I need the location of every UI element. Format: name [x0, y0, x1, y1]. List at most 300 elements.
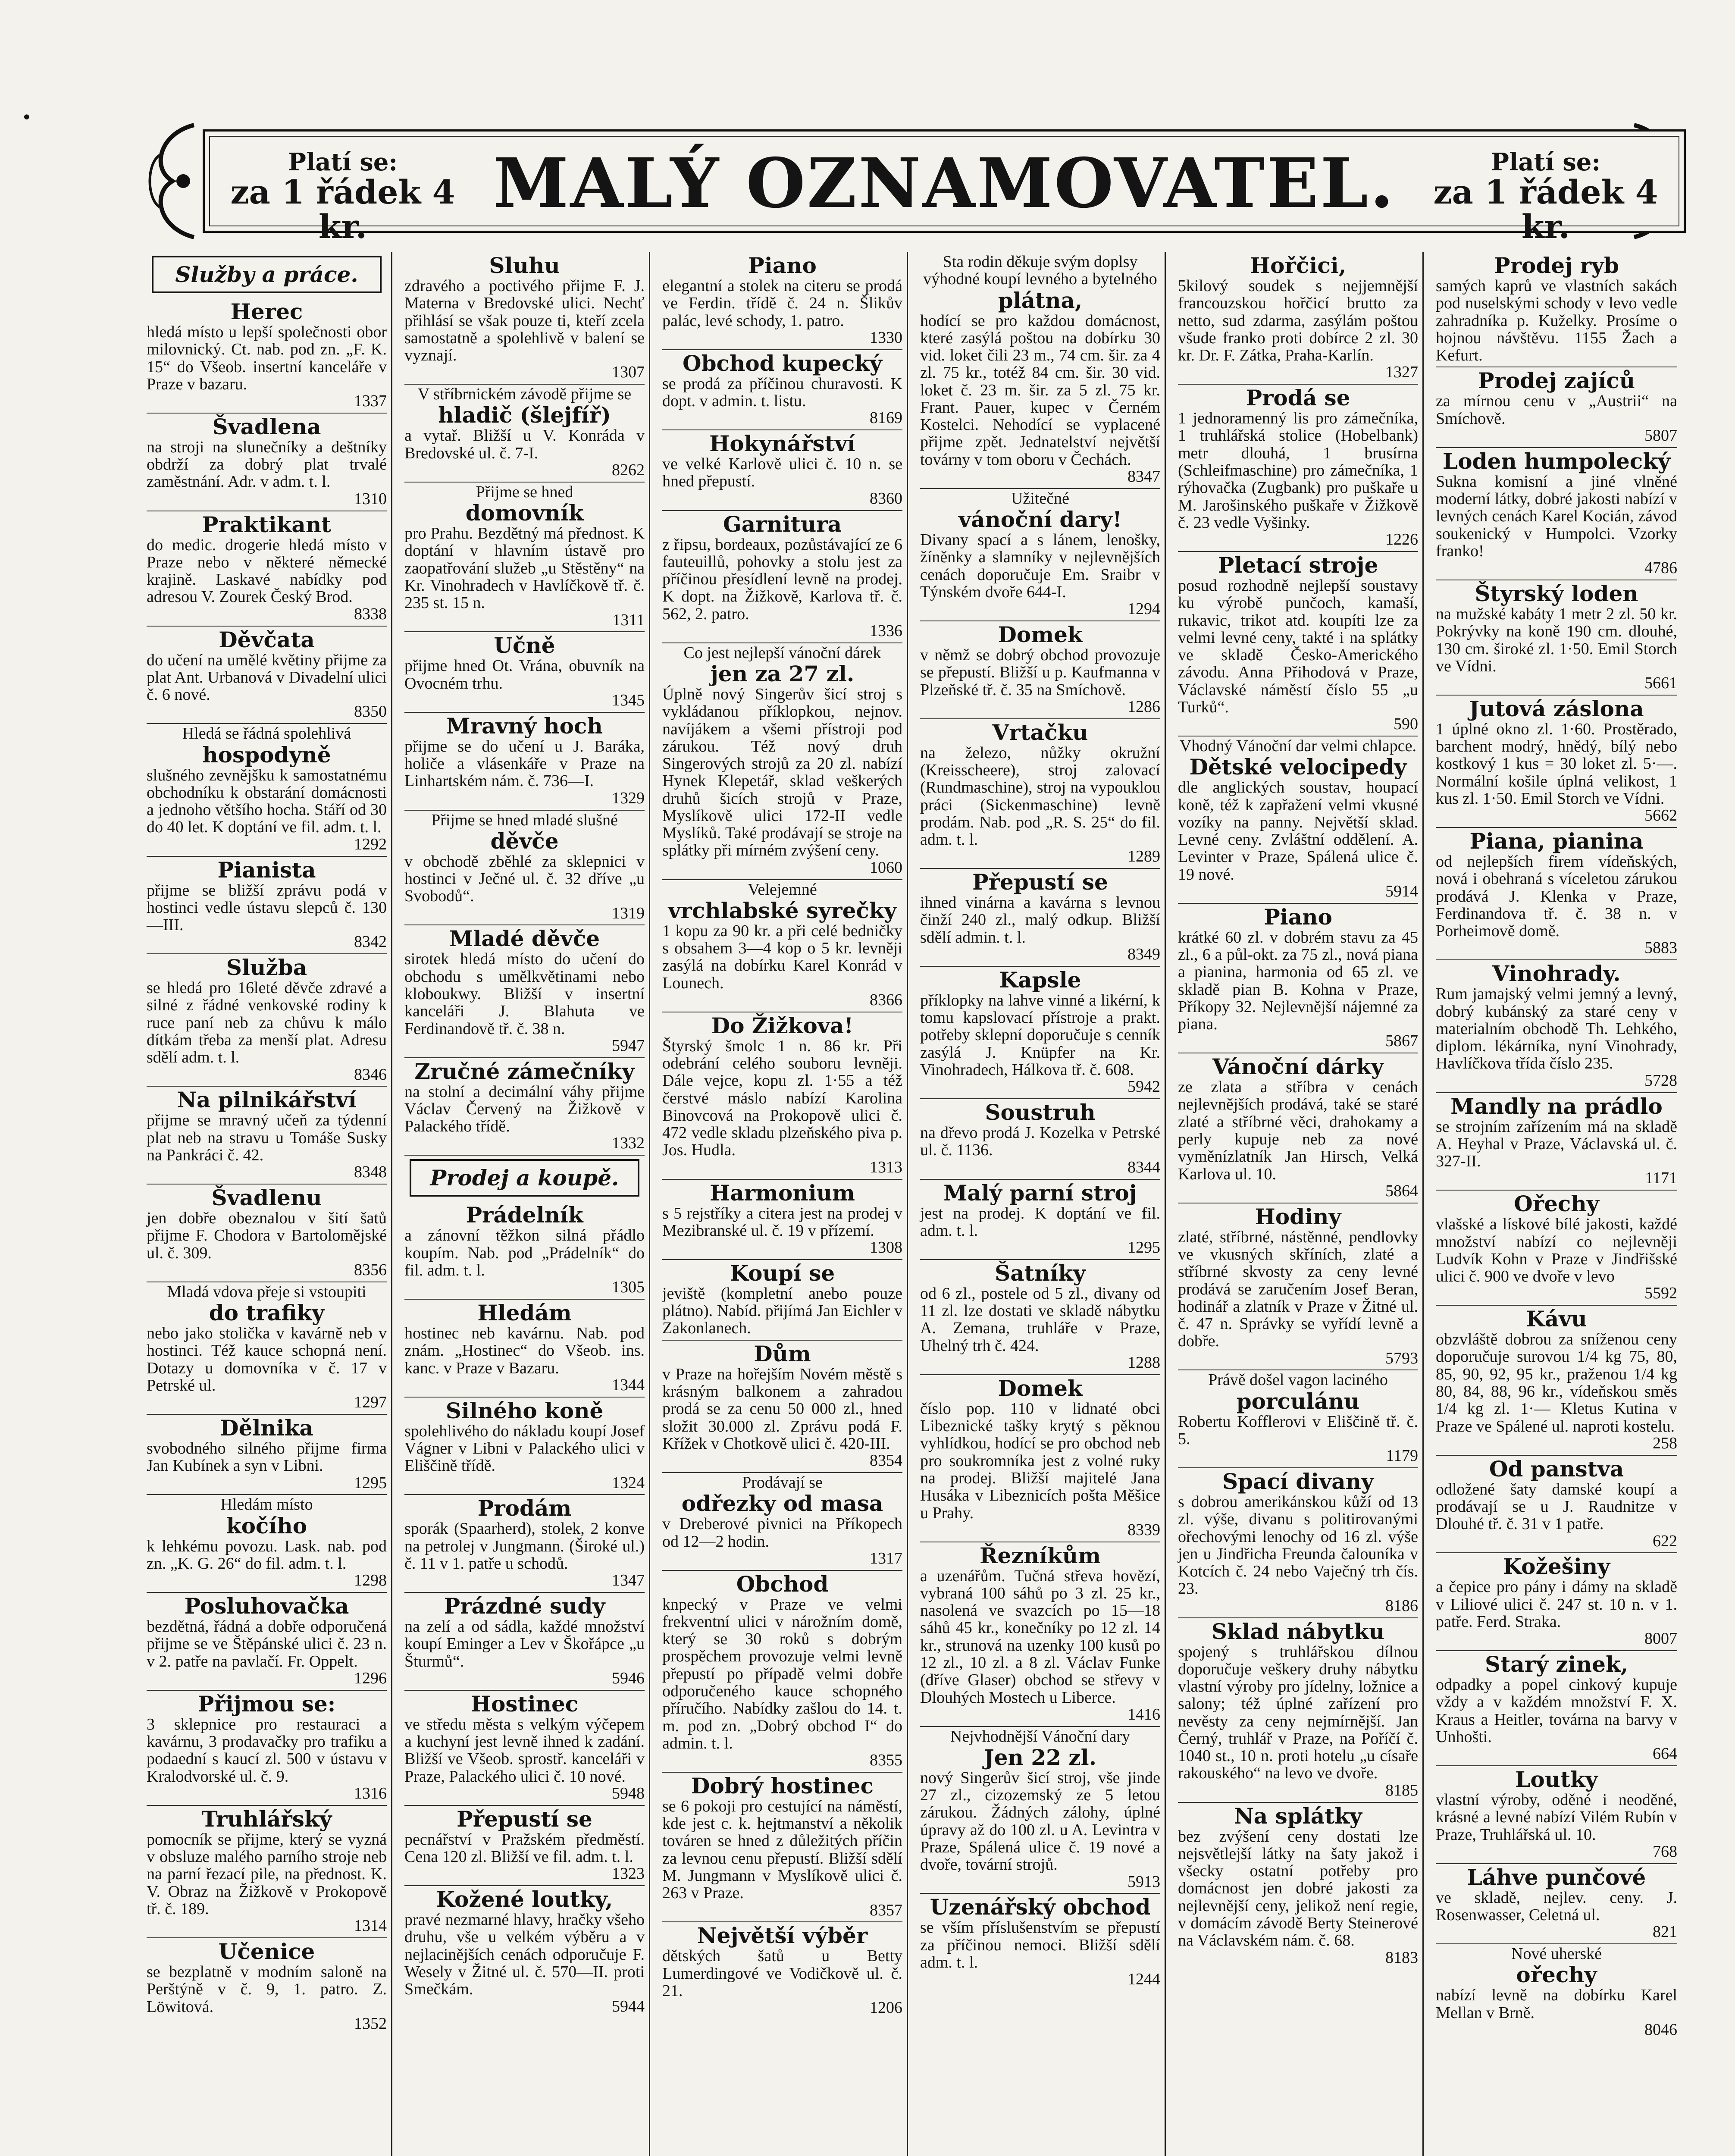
ad-number: 622 — [1653, 1532, 1677, 1550]
ad-body: hostinec neb kavárnu. Nab. pod znám. „Hostinec“ do Všeob. ins. kanc. v Praze v Bazaru. — [404, 1324, 645, 1377]
ad-body: odložené šaty damské koupí a prodávají se u J. Raudnitze v Dlouhé tř. č. 31 v 1 patře. — [1436, 1480, 1677, 1533]
ad-number: 1307 — [612, 363, 645, 382]
ad-number: 8186 — [1385, 1596, 1418, 1615]
ad-number: 5942 — [1127, 1078, 1160, 1096]
price-note-right-line2: za 1 řádek 4 kr. — [1433, 172, 1658, 246]
ad-title: Přijmou se: — [197, 1691, 336, 1717]
ad-title: Loutky — [1515, 1767, 1598, 1792]
ad-number: 5947 — [612, 1036, 645, 1055]
classified-ad — [1178, 385, 1418, 552]
ad-title: Garnitura — [723, 511, 842, 537]
ad-number: 8185 — [1385, 1781, 1418, 1799]
ad-title: Domek — [998, 1375, 1083, 1401]
classified-ad — [1178, 1053, 1418, 1203]
ad-body: 1 kopu za 90 kr. a při celé bedničky s obsahem 3—4 kop o 5 kr. levněji zasýlá na dobírku Karel Konrád v Lounech. — [662, 921, 902, 992]
classified-ad — [920, 621, 1160, 719]
ad-title: jen za 27 zl. — [710, 661, 855, 687]
ad-body: 1 jednoramenný lis pro zámečníka, 1 truhlářská stolice (Hobelbank) metr dlouhá, 1 brusírna (Schleifmaschine) pro zámečníka, 1 rýhovačka (Zugbank) pro puškaře u M. Jarošinského puškaře v Žižkově č. 23 vedle Vyšinky. — [1178, 409, 1418, 532]
ad-number: 5944 — [612, 1997, 645, 2015]
ad-title: Harmonium — [710, 1180, 855, 1206]
ad-body: přijme se mravný učeň za týdenní plat neb na stravu u Tomáše Susky na Pankráci č. 42. — [147, 1111, 387, 1164]
classified-ad — [147, 414, 387, 511]
classified-ad — [920, 1180, 1160, 1260]
ad-body: a uzenářům. Tučná střeva hovězí, vybraná 100 sáhů po 3 zl. 25 kr., nasolená ve svazcích po 15—18 sáhů 45 kr., konečníky po 12 zl. 14 kr., strunová na uzenky 100 kusů po 12 zl., 10 zl. a 8 zl. Václav Funke (dříve Glaser) obchod se střevy v Dlouhých Mostech u Libercе. — [920, 1567, 1160, 1707]
ad-number: 1332 — [612, 1134, 645, 1153]
ad-body: bez zvýšení ceny dostati lze nejsvětlejší látky na šaty jakož i všecky ostatní potřeby pro domácnost jen dobré jakosti za nejlevnější ceny, jelikož není regie, v domácím závodě Berty Steinerové na Václavském nám. č. 68. — [1178, 1827, 1418, 1950]
ad-number: 8339 — [1127, 1520, 1160, 1539]
ad-number: 8338 — [354, 605, 387, 623]
ad-title: Láhve punčové — [1467, 1864, 1646, 1890]
ad-body: pecnářství v Pražském předměstí. Cena 120 zl. Bližší ve fil. adm. t. l. — [404, 1830, 645, 1866]
classified-ad — [662, 1180, 902, 1260]
ad-number: 5867 — [1385, 1032, 1418, 1050]
ad-title: Obchod — [736, 1571, 829, 1597]
ad-number: 768 — [1653, 1842, 1677, 1861]
ad-number: 8366 — [870, 990, 902, 1009]
ad-title: Na pilnikářství — [177, 1087, 357, 1113]
ad-body: s dobrou amerikánskou kůží od 13 zl. výše, divanu s politirovanými ořechovými lenochy od 16 zl. výše jen u Jindřicha Freunda čalouníka v Kotcích č. 24 nebo Vaječný trh čís. 23. — [1178, 1493, 1418, 1598]
ad-title: Herec — [230, 299, 303, 324]
ad-title: Řezníkům — [979, 1542, 1101, 1568]
ad-title: ořechy — [1516, 1962, 1597, 1988]
ad-number: 1416 — [1127, 1705, 1160, 1724]
ad-body: číslo pop. 110 v lidnaté obci Libeznické tašky krytý s pěknou vyhlídkou, hodící se pro obchod neb pro soukromníka jest z volné ruky na prodej. Bližší majitelé Jana Husáka v Libeznicích pošta Měšice u Prahy. — [920, 1399, 1160, 1522]
column-1 — [142, 252, 392, 2156]
ad-body: se strojním zařízením má na skladě A. Heyhal v Praze, Václavská ul. č. 327-II. — [1436, 1117, 1677, 1171]
classified-ad — [147, 1691, 387, 1806]
ad-title: Loden humpolecký — [1443, 448, 1670, 474]
section-heading: Služby a práce. — [152, 256, 382, 293]
ad-body: ze zlata a stříbra v cenách nejlevnějších prodává, také se staré zlaté a stříbrné věci, drahokamy a perly kupuje neb za nové vyměnízlatník Jan Hirsch, Velká Karlova ul. 10. — [1178, 1078, 1418, 1183]
ad-body: hledá místo u lepší společnosti obor milovnický. Ct. nab. pod zn. „F. K. 15“ do Všeob. insertní kanceláře v Praze v bazaru. — [147, 323, 387, 393]
classified-ad — [1178, 1468, 1418, 1618]
ad-number: 1317 — [870, 1549, 902, 1567]
ad-body: do učení na umělé květiny přijme za plat Ant. Urbanová v Divadelní ulici č. 6 nové. — [147, 651, 387, 704]
ad-title: Hokynářství — [709, 431, 855, 457]
ad-body: v obchodě zběhlé za sklepnici v hostinci v Ječné ul. č. 32 dříve „u Svobodů“. — [404, 852, 645, 906]
ad-body: od 6 zl., postele od 5 zl., divany od 11 zl. lze dostati ve skladě nábytku A. Zemana, truhláře v Praze, Uhelný trh č. 424. — [920, 1284, 1160, 1355]
ad-title: Spací divany — [1222, 1469, 1374, 1495]
ad-number: 4786 — [1644, 559, 1677, 577]
ad-number: 664 — [1653, 1745, 1677, 1763]
classified-ad — [147, 724, 387, 856]
ad-body: sirotek hledá místo do učení do obchodu s umělkvětinami nebo kloboukwy. Bližší v insertní kanceláři J. Blahuta ve Ferdinandově tř. č. 38 n. — [404, 950, 645, 1038]
classified-ad — [1178, 252, 1418, 385]
classified-ad — [147, 1806, 387, 1938]
ad-title: Piana, pianina — [1469, 828, 1644, 854]
ad-lead-text: Sta rodin děkuje svým doplsy výhodné koupí levného a bytelného — [923, 253, 1157, 288]
ad-body: svobodného silného přijme firma Jan Kubínek a syn v Libni. — [147, 1439, 387, 1475]
ad-title: Na splátky — [1234, 1803, 1362, 1829]
ad-number: 1319 — [612, 904, 645, 922]
ad-number: 8183 — [1385, 1948, 1418, 1967]
ad-number: 8262 — [612, 461, 645, 479]
classified-ad — [662, 511, 902, 643]
classified-ad — [1178, 552, 1418, 736]
ad-body: se prodá za příčinou churavosti. K dopt. v admin. t. listu. — [662, 374, 902, 410]
ad-number: 8348 — [354, 1163, 387, 1181]
ad-title: Starý zinek, — [1484, 1651, 1628, 1677]
ad-body: v Praze na hořejším Novém městě s krásným balkonem a zahradou prodá se za cenu 50 000 zl., hned složit 30.000 zl. Zprávu podá F. Křížek v Chotkově ulici č. 420-III. — [662, 1365, 902, 1453]
ad-title: Domek — [998, 622, 1083, 648]
ad-lead-text: Přijme se hned — [476, 483, 573, 501]
classified-ad — [920, 1260, 1160, 1375]
ad-body: spolehlivého do nákladu koupí Josef Vágner v Libni v Palackého ulici v Eliščině třídě. — [404, 1422, 645, 1475]
ad-lead-text: Velejemné — [748, 880, 817, 899]
ad-title: porculánu — [1236, 1388, 1360, 1414]
classified-ad — [1436, 696, 1677, 828]
ad-title: Silného koně — [445, 1398, 604, 1423]
classified-ad — [404, 1398, 645, 1495]
ad-number: 8357 — [870, 1901, 902, 1919]
ad-title: Hledám — [477, 1300, 572, 1326]
ad-title: Prodej zajíců — [1478, 368, 1635, 394]
ad-number: 1289 — [1127, 847, 1160, 866]
ad-body: samých kaprů ve vlastních sakách pod nuselskými schody v levo vedle zahradníka p. Kuželky. Prosíme o hojnou návštěvu. 1155 Žach a Kefurt. — [1436, 277, 1677, 365]
ad-title: odřezky od masa — [681, 1491, 883, 1517]
classified-ad — [662, 1260, 902, 1341]
ad-title: Mladé děvče — [449, 926, 600, 952]
ad-body: ve velké Karlově ulici č. 10 n. se hned přepustí. — [662, 455, 902, 491]
ad-number: 5728 — [1644, 1071, 1677, 1090]
ad-title: Ořechy — [1514, 1191, 1599, 1217]
ad-number: 8344 — [1127, 1158, 1160, 1176]
ad-title: Truhlářský — [201, 1806, 332, 1832]
ad-number: 1314 — [354, 1917, 387, 1935]
ad-number: 1345 — [612, 691, 645, 709]
classifieds-columns — [142, 252, 1690, 2156]
classified-ad — [1178, 904, 1418, 1053]
ad-body: posud rozhodně nejlepší soustavy ku výrobě punčoch, kamaší, rukavic, trikot atd. koupíti lze za velmi levné ceny, takté i na splátky ve skladě Česko-Amerického závodu. Anna Přihodová v Praze, Václavské náměstí číslo 55 „u Turků“. — [1178, 576, 1418, 716]
ad-lead-text: Nové uherské — [1511, 1945, 1602, 1963]
column-6 — [1431, 252, 1682, 2156]
page-title: MALÝ OZNAMOVATEL. — [493, 144, 1396, 223]
ad-number: 1297 — [354, 1393, 387, 1412]
classified-ad — [147, 1495, 387, 1593]
classified-ad — [662, 643, 902, 880]
ad-number: 1179 — [1386, 1447, 1418, 1465]
ad-lead-text: Prodávají se — [742, 1473, 823, 1492]
ad-body: jen dobře obeznalou v šití šatů přijme F. Chodora v Bartolomějské ul. č. 309. — [147, 1209, 387, 1262]
ad-number: 1316 — [354, 1784, 387, 1802]
classified-ad — [147, 511, 387, 627]
ad-body: se hledá pro 16leté děvče zdravé a silné z řádné venkovské rodiny k ruce paní neb za chůvu k málo dítkám třeba za menší plat. Adresu sdělí adm. t. l. — [147, 979, 387, 1067]
ad-lead-text: V stříbrnickém závodě přijme se — [417, 385, 632, 404]
ad-title: Prádelník — [466, 1202, 583, 1228]
ad-body: k lehkému povozu. Lask. nab. pod zn. „K. G. 26“ do fil. adm. t. l. — [147, 1537, 387, 1573]
ad-body: na stroji na slunečníky a deštníky obdrží za dobrý plat trvalé zaměstnání. Adr. v adm. t. l. — [147, 438, 387, 491]
ad-lead-text: Přijme se hned mladé slušné — [431, 811, 618, 829]
classified-ad — [920, 967, 1160, 1099]
classified-ad — [404, 713, 645, 811]
ad-body: hodící se pro každou domácnost, které zasýlá poštou na dobírku 30 vid. loket čili 23 m., 74 cm. šir. za 4 zl. 75 kr., totéž 84 cm. šir. 30 vid. loket č. 23 m. šir. za 5 zl. 75 kr. Frant. Pauer, kupec v Černém Kostelci. Nehodící se vyplacené přijme zpět. Jednatelství největší továrny v tom oboru v Čechách. — [920, 311, 1160, 469]
ad-title: Švadlena — [212, 414, 321, 439]
classified-ad — [147, 954, 387, 1087]
ad-title: Piano — [748, 253, 817, 278]
classified-ad — [1178, 1803, 1418, 1969]
ad-body: do medic. drogerie hledá místo v Praze nebo v některé německé krajině. Laskavé nabídky pod adresou V. Zourek Český Brod. — [147, 536, 387, 606]
ad-body: vlastní výroby, oděné i neoděné, krásné a levné nabízí Vilém Rubín v Praze, Truhlářská ul. 10. — [1436, 1791, 1677, 1844]
ad-number: 1323 — [612, 1865, 645, 1883]
ad-body: ve středu města s velkým výčepem a kuchyní jest levně ihned k zadání. Bližší ve Všeob. sprostř. kanceláři v Praze, Palackého ulici č. 10 nové. — [404, 1715, 645, 1786]
ad-body: dětských šatů u Betty Lumerdingové ve Vodičkově ul. č. 21. — [662, 1947, 902, 2000]
ad-body: se 6 pokoji pro cestující na náměstí, kde jest c. k. hejtmanství a několik továren se hned z důležitých příčin za levnou cenu přepustí. Bližší sdělí M. Jungmann v Myslíkově ulici č. 263 v Praze. — [662, 1797, 902, 1902]
classified-ad — [920, 719, 1160, 869]
ad-body: zdravého a poctivého přijme F. J. Materna v Bredovské ulici. Nechť přihlásí se však pouze ti, kteří zcela samostatně a spolehlivě v balení se vyznají. — [404, 277, 645, 365]
ad-title: Sluhu — [489, 253, 560, 278]
classified-ad — [662, 252, 902, 350]
ad-title: domovník — [465, 500, 584, 526]
ad-body: pro Prahu. Bezdětný má přednost. K doptání v hlavním ústavě pro zaopatřování služeb „u Stěstěny“ na Kr. Vinohradech v Havlíčkově tř. č. 235 st. 15 n. — [404, 524, 645, 612]
classified-ad — [1436, 1553, 1677, 1651]
ad-body: v Dreberové pivnici na Příkopech od 12—2 hodin. — [662, 1515, 902, 1551]
ad-body: nabízí levně na dobírku Karel Mellan v Brně. — [1436, 1986, 1677, 2022]
ad-title: Do Žižkova! — [711, 1012, 854, 1038]
ad-title: Hostinec — [470, 1691, 579, 1717]
ad-title: Prázdné sudy — [444, 1593, 605, 1619]
ad-body: pomocník se přijme, který se vyzná v obsluze malého parního stroje neb na parní řezací pile, na přednost. K. V. Obraz na Žižkově v Prokopově tř. č. 189. — [147, 1830, 387, 1918]
ad-title: Praktikant — [202, 511, 332, 537]
ad-title: Dělnika — [220, 1415, 313, 1441]
ad-number: 1171 — [1645, 1169, 1677, 1188]
classified-ad — [1436, 252, 1677, 367]
ad-number: 5883 — [1644, 939, 1677, 957]
classified-ad — [920, 1727, 1160, 1894]
ad-body: a vytař. Bližší u V. Konráda v Bredovské ul. č. 7-I. — [404, 426, 645, 462]
ad-number: 1311 — [612, 611, 645, 629]
ad-number: 1295 — [1127, 1238, 1160, 1257]
column-4 — [916, 252, 1166, 2156]
classified-ad — [147, 1185, 387, 1282]
ad-body: od nejlepších firem vídeňských, nová i obehraná s víceletou zárukou prodává J. Klenka v Praze, Ferdinandova tř. č. 38 n. v Porheimově domě. — [1436, 852, 1677, 940]
ad-body: vlašské a lískové bílé jakosti, každé množství nabízí co nejlevněji Ludvík Kohn v Praze v Jindřišské ulici č. 900 ve dvoře v levo — [1436, 1215, 1677, 1286]
ad-title: Kávu — [1526, 1306, 1587, 1332]
ad-number: 1244 — [1127, 1970, 1160, 1989]
classified-ad — [404, 1593, 645, 1691]
ad-title: Přepustí se — [457, 1806, 592, 1832]
ad-body: spojený s truhlářskou dílnou doporučuje veškery druhy nábytku vlastní výroby pro jídelny, ložnice a salony; též úplné zařízení pro nevěsty za ceny nejmírnější. Jan Černý, truhlář v Praze, na Poříčí č. 1040 st., 10 n. proti hotelu „u císaře rakouského“ na levo ve dvoře. — [1178, 1642, 1418, 1783]
ad-title: Sklad nábytku — [1211, 1618, 1385, 1644]
ad-title: Učně — [494, 633, 555, 658]
ad-number: 8169 — [870, 409, 902, 427]
ad-title: Od panstva — [1489, 1456, 1624, 1482]
masthead — [203, 129, 1686, 246]
ad-number: 1336 — [870, 621, 902, 640]
ad-number: 1298 — [354, 1571, 387, 1590]
classified-ad — [404, 483, 645, 632]
ad-title: Hořčici, — [1250, 253, 1347, 278]
ad-number: 590 — [1394, 715, 1418, 733]
ad-lead-text: Mladá vdova přeje si vstoupiti — [167, 1282, 366, 1301]
ad-number: 5946 — [612, 1669, 645, 1687]
ad-number: 8354 — [870, 1451, 902, 1470]
ad-body: knpecký v Praze ve velmi frekventní ulici v nárožním domě, který se 30 roků s dobrým prospěchem provozuje velmi levně přepustí po případě velmi dobře odporučeného kauce schopného příručího. Nabídky zašlou do 14. t. m. pod zn. „Dobrý obchod I“ do admin. t. l. — [662, 1595, 902, 1752]
price-note-left — [213, 150, 472, 244]
ad-number: 5948 — [612, 1784, 645, 1802]
classified-ad — [147, 1282, 387, 1415]
classified-ad — [147, 627, 387, 724]
ad-title: Kožešiny — [1503, 1554, 1610, 1579]
ad-number: 1324 — [612, 1473, 645, 1492]
ad-number: 8346 — [354, 1065, 387, 1084]
classified-ad — [1436, 1306, 1677, 1455]
ad-body: Robertu Kofflerovi v Eliščině tř. č. 5. — [1178, 1412, 1418, 1448]
ad-title: Jen 22 zl. — [983, 1744, 1096, 1770]
classified-ad — [920, 1375, 1160, 1542]
classified-ad — [1436, 1864, 1677, 1944]
classified-ad — [1178, 1203, 1418, 1371]
column-3 — [658, 252, 908, 2156]
ad-title: vrchlabské syrečky — [668, 897, 897, 923]
ad-body: se bezplatně v modním saloně na Perštýně v č. 9, 1. patro. Z. Löwitová. — [147, 1962, 387, 2016]
ad-body: Štyrský šmolc 1 n. 86 kr. Při odebrání celého souboru levněji. Dále vejce, kopu zl. 1·55 a též čerstvé máslo nabízí Karolina Binovcová na Prokopově ulici č. 472 vedle skladu plzeňského piva p. Jos. Hudla. — [662, 1037, 902, 1159]
ad-body: odpadky a popel cinkový kupuje vždy a v každém množství F. X. Kraus a Heitler, továrna na barvy v Unhošti. — [1436, 1676, 1677, 1746]
ad-title: Švadlenu — [211, 1185, 322, 1211]
classified-ad — [1436, 1766, 1677, 1864]
classified-ad — [404, 632, 645, 712]
ad-body: krátké 60 zl. v dobrém stavu za 45 zl., 6 a půl-okt. za 75 zl., nová piana a pianina, harmonia od 65 zl. ve skladě pian B. Kohna v Praze, Příkopy 32. Nejlevnější nájemné za piana. — [1178, 928, 1418, 1034]
classified-ad — [662, 1341, 902, 1473]
ad-title: Největší výběr — [697, 1923, 868, 1949]
ad-lead-text: Hledám místo — [220, 1495, 313, 1514]
ad-body: bezdětná, řádná a dobře odporučená přijme se ve Štěpánské ulici č. 23 n. v 2. patře na pavlačí. Fr. Oppelt. — [147, 1617, 387, 1670]
ad-body: nový Singerův šicí stroj, vše jinde 27 zl., cizozemský ze 5 letou zárukou. Žádných zálohy, úplné úpravy až do 100 zl. u A. Levintra v Praze, Spálená ulice č. 19 nové a dvoře, tovární strojů. — [920, 1768, 1160, 1874]
ad-title: Mandly na prádlo — [1450, 1093, 1663, 1119]
margin-mark: • — [22, 108, 32, 128]
ad-body: se vším příslušenstvím se přepustí za příčinou nemoci. Bližší sdělí adm. t. l. — [920, 1918, 1160, 1971]
ad-body: ihned vinárna a kavárna s levnou činží 240 zl., malý odkup. Bližší sdělí admin. t. l. — [920, 893, 1160, 946]
ad-title: Pletací stroje — [1218, 552, 1378, 578]
ad-title: vánoční dary! — [958, 507, 1122, 533]
classified-ad — [920, 252, 1160, 489]
ad-body: na železo, nůžky okružní (Kreisscheere), stroj zalovací (Rundmaschine), stroj na vypouklou práci (Sickenmaschine) levně prodám. Nab. pod „R. S. 25“ do fil. adm. t. l. — [920, 743, 1160, 849]
classified-ad — [1436, 1944, 1677, 2041]
ad-body: sporák (Spaarherd), stolek, 2 konve na petrolej v Jungmann. (Široké ul.) č. 11 v 1. patře u schodů. — [404, 1520, 645, 1573]
ad-title: Šatníky — [995, 1260, 1086, 1286]
ad-body: přijme hned Ot. Vrána, obuvník na Ovocném trhu. — [404, 657, 645, 693]
ad-number: 8356 — [354, 1260, 387, 1279]
ad-title: Mravný hoch — [446, 713, 603, 739]
ad-number: 1310 — [354, 489, 387, 508]
price-note-right — [1416, 150, 1675, 244]
column-5 — [1174, 252, 1424, 2156]
classified-ad — [662, 1473, 902, 1571]
classified-ad — [404, 1886, 645, 2018]
ad-title: děvče — [490, 828, 559, 854]
ad-number: 1060 — [870, 858, 902, 877]
price-note-left-line1: Platí se: — [288, 148, 398, 176]
classified-ad — [662, 1922, 902, 2019]
section-heading: Prodej a koupě. — [410, 1159, 639, 1197]
ad-number: 8360 — [870, 489, 902, 508]
classified-ad — [662, 430, 902, 511]
classified-ad — [1436, 580, 1677, 696]
price-note-right-line1: Platí se: — [1491, 148, 1601, 176]
ad-number: 5793 — [1385, 1349, 1418, 1367]
ad-title: hospodyně — [202, 742, 331, 768]
classified-ad — [404, 925, 645, 1058]
ad-number: 1295 — [354, 1473, 387, 1492]
classified-ad — [662, 1012, 902, 1180]
ad-body: Rum jamajský velmi jemný a levný, dobrý kubánský za staré ceny v materialním obchodě Th. Lehkého, diplom. lékárníka, nyní Vinohrady, Havlíčkova třída číslo 235. — [1436, 985, 1677, 1073]
ad-title: Posluhovačka — [184, 1593, 349, 1619]
ad-body: a čepice pro pány i dámy na skladě v Liliové ulici č. 247 st. 10 n. v 1. patře. Ferd. Straka. — [1436, 1578, 1677, 1631]
ad-title: Soustruh — [985, 1100, 1096, 1125]
classified-ad — [1436, 1651, 1677, 1766]
ad-title: Děvčata — [219, 627, 315, 652]
classified-ad — [662, 1773, 902, 1922]
ad-title: Hodiny — [1255, 1203, 1341, 1229]
classified-ad — [147, 857, 387, 955]
ad-number: 1308 — [870, 1238, 902, 1257]
classified-ad — [404, 811, 645, 926]
classified-ad — [404, 1202, 645, 1300]
classified-ad — [404, 252, 645, 385]
ad-number: 1329 — [612, 789, 645, 807]
ad-number: 8007 — [1644, 1630, 1677, 1648]
ad-number: 1226 — [1385, 530, 1418, 549]
ad-title: Obchod kupecký — [683, 350, 882, 376]
classified-ad — [404, 1495, 645, 1593]
ad-body: přijme se do učení u J. Baráka, holiče a vlásenkáře v Praze na Linhartském nám. č. 736—I. — [404, 737, 645, 790]
classified-ad — [1436, 1093, 1677, 1191]
ad-body: zlaté, stříbrné, nástěnné, pendlovky ve vkusných skříních, zlaté a stříbrné skvosty za ceny levné prodává se zaručením Josef Beran, hodinář a zlatník v Praze v Žitné ul. č. 47 n. Správky se vyřídí levně a dobře. — [1178, 1228, 1418, 1351]
classified-ad — [147, 298, 387, 414]
ad-number: 1330 — [870, 328, 902, 347]
ad-body: jest na prodej. K doptání ve fil. adm. t. l. — [920, 1204, 1160, 1240]
ad-title: Učenice — [218, 1938, 315, 1964]
ad-title: Dům — [754, 1341, 811, 1366]
classified-ad — [147, 1087, 387, 1185]
ad-number: 1288 — [1127, 1354, 1160, 1372]
ad-number: 1296 — [354, 1669, 387, 1687]
ad-body: Sukna komisní a jiné vlněné moderní látky, dobré jakosti nabízí v levných cenách Karel Kocián, závod soukenický v Humpolci. Vzorky franko! — [1436, 472, 1677, 560]
ad-body: na mužské kabáty 1 metr 2 zl. 50 kr. Pokrývky na koně 190 cm. dlouhé, 130 cm. široké zl. 1·50. Emil Storch ve Vídni. — [1436, 605, 1677, 675]
ad-lead-text: Hledá se řádná spolehlivá — [182, 724, 351, 743]
ad-body: Divany spací a s lánem, lenošky, žíněnky a slamníky v nejlevnějších cenách doporučuje Em. Sraibr v Týnském dvoře 644-I. — [920, 531, 1160, 601]
classified-ad — [662, 350, 902, 430]
ad-title: Štyrský loden — [1475, 580, 1638, 606]
ad-title: Dětské velocipedy — [1189, 754, 1407, 780]
ad-title: Vinohrady. — [1492, 961, 1621, 987]
ad-title: Prodá se — [1246, 385, 1350, 411]
ad-number: 1327 — [1385, 363, 1418, 382]
classified-ad — [1436, 448, 1677, 580]
ad-number: 1305 — [612, 1278, 645, 1297]
ad-number: 258 — [1653, 1434, 1677, 1452]
classified-ad — [1436, 1456, 1677, 1554]
ad-body: pravé nezmarné hlavy, hračky všeho druhu, vše u velkém výběru a v nejlacinějších cenách odporučuje F. Wesely v Žitné ul. č. 570—II. proti Smečkám. — [404, 1911, 645, 1999]
ad-number: 8355 — [870, 1751, 902, 1770]
ad-title: plátna, — [998, 287, 1083, 313]
ad-body: na dřevo prodá J. Kozelka v Petrské ul. č. 1136. — [920, 1124, 1160, 1159]
classified-ad — [1178, 1618, 1418, 1803]
ad-body: 1 úplné okno zl. 1·60. Prostěrado, barchent modrý, hnědý, bílý nebo kostkový 1 kus = 30 loket zl. 5·—. Normální košile úplná velikost, 1 kus zl. 1·50. Emil Storch ve Vídni. — [1436, 720, 1677, 808]
ad-title: Kožené loutky, — [436, 1887, 613, 1912]
column-2 — [400, 252, 650, 2156]
ad-title: Prodám — [477, 1495, 572, 1521]
ad-body: z řipsu, bordeaux, pozůstávající ze 6 fauteuillů, pohovky a stolu jest za příčinou přesídlení levně na prodej. K dopt. na Žižkově, Karlova tř. č. 562, 2. patro. — [662, 535, 902, 623]
classified-ad — [147, 1593, 387, 1691]
ad-body: 5kilový soudek s nejjemnější francouzskou hořčicí brutto za netto, sud zdarma, zasýlám poštou všude franko proti dobírce 2 zl. 30 kr. Dr. F. Zátka, Praha-Karlín. — [1178, 277, 1418, 365]
ad-title: Koupí se — [730, 1260, 835, 1286]
ad-title: Uzenářský obchod — [930, 1894, 1151, 1920]
classified-ad — [404, 1058, 645, 1156]
ad-lead-text: Co jest nejlepší vánoční dárek — [683, 643, 881, 662]
ad-body: jeviště (kompletní anebo pouze plátno). Nabíd. přijímá Jan Eichler v Zakonlanech. — [662, 1284, 902, 1338]
ad-body: slušného zevnějšku k samostatnému obchodníku k obstarání domácnosti a jednoho většího hocha. Stáří od 30 do 40 let. K doptání ve fil. adm. t. l. — [147, 766, 387, 837]
ad-lead-text: Právě došel vagon laciného — [1208, 1371, 1388, 1389]
